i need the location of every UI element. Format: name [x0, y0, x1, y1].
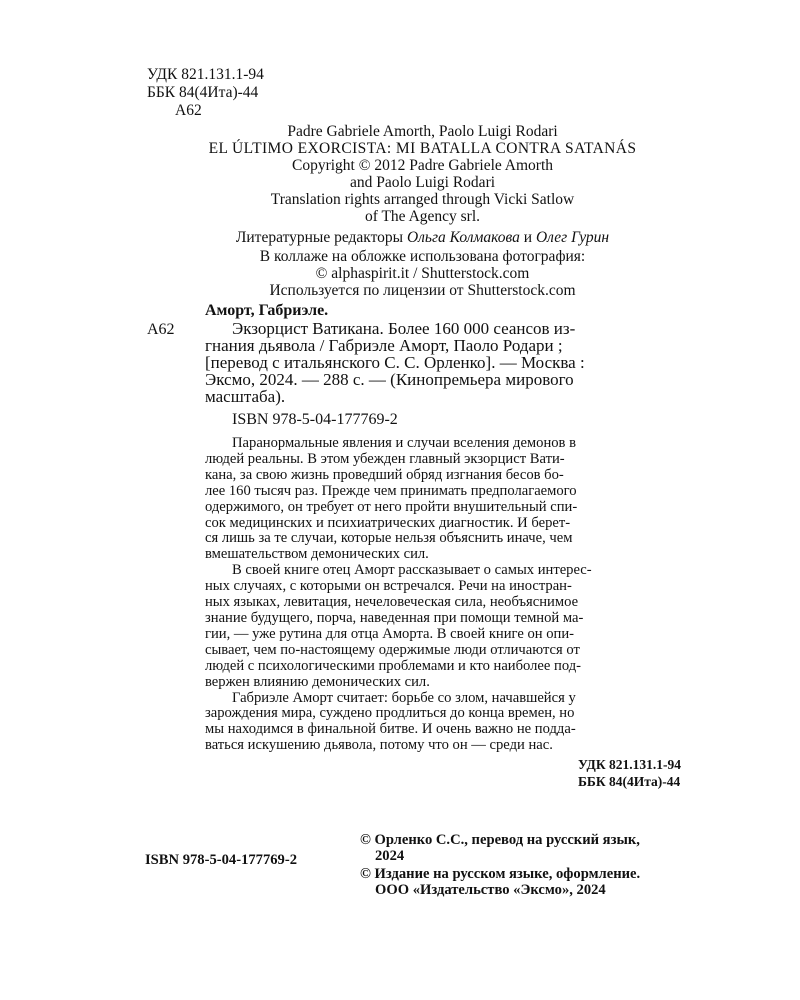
annotation-line: знание будущего, порча, наведенная при помощи темной ма- [205, 609, 584, 626]
copyright-edition-publisher: ООО «Издательство «Эксмо», 2024 [375, 882, 606, 898]
annotation-line: сок медицинских и психиатрических диагностик. И берет- [205, 514, 571, 531]
editor-1: Ольга Колмакова [406, 229, 520, 246]
copyright-translation-year: 2024 [375, 848, 405, 864]
bibliographic-line: Эксмо, 2024. — 288 с. — (Кинопремьера мирового [205, 370, 574, 389]
annotation-line: вержен влиянию демонических сил. [205, 673, 430, 690]
annotation-line: Габриэле Аморт считает: борьбе со злом, начавшейся у [232, 689, 576, 706]
bibliographic-mark: А62 [147, 321, 175, 338]
annotation-line: ся лишь за те случаи, которые нельзя объяснить иначе, чем [205, 530, 573, 547]
author-mark: А62 [175, 102, 202, 119]
photo-line-1: В коллаже на обложке использована фотография: [259, 248, 586, 265]
annotation-line: зарождения мира, суждено продлиться до конца времен, но [205, 705, 575, 722]
copyright-translation-line: © Орленко С.С., перевод на русский язык, [360, 832, 640, 848]
annotation-line: одержимого, он требует от него пройти внушительный спи- [205, 498, 578, 515]
annotation-line: ных случаях, с которыми он встречался. Речи на иностран- [205, 578, 572, 595]
bibliographic-line: гнания дьявола / Габриэле Аморт, Паоло Родари ; [205, 336, 563, 355]
editor-2: Олег Гурин [535, 229, 610, 246]
footer-isbn: ISBN 978-5-04-177769-2 [145, 852, 298, 868]
annotation-line: людей с психологическими проблемами и кто наиболее под- [205, 657, 582, 674]
annotation [205, 436, 707, 754]
annotation-line: людей реальны. В этом убежден главный экзорцист Вати- [205, 450, 565, 467]
photo-line-3: Используется по лицензии от Shutterstock.com [269, 282, 576, 299]
annotation-line: кана, за свою жизнь проведший обряд изгнания бесов бо- [205, 466, 564, 483]
annotation-line: лее 160 тысяч раз. Прежде чем принимать предполагаемого [205, 482, 577, 499]
annotation-line: В своей книге отец Аморт рассказывает о самых интерес- [232, 562, 592, 579]
original-title: EL ÚLTIMO EXORCISTA: MI BATALLA CONTRA SATANÁS [208, 140, 637, 157]
bibliographic-heading: Аморт, Габриэле. [205, 302, 329, 319]
editors-line [150, 229, 695, 246]
annotation-line: Паранормальные явления и случаи вселения демонов в [232, 435, 576, 451]
bibliographic-line: масштаба). [205, 387, 286, 406]
editors-prefix: Литературные редакторы [235, 229, 407, 246]
photo-line-2: © alphaspirit.it / Shutterstock.com [315, 265, 530, 282]
annotation-line: гии, — уже рутина для отца Аморта. В своей книге он опи- [205, 625, 575, 642]
udk-code: УДК 821.131.1-94 [147, 66, 264, 83]
annotation-line: вмешательством демонических сил. [205, 546, 429, 563]
copyright-translation [360, 832, 640, 864]
annotation-line: сывает, чем по-настоящему одержимые люди отличаются от [205, 641, 580, 658]
rights-line-1: Translation rights arranged through Vicki Satlow [270, 191, 575, 208]
copyright-line-1: Copyright © 2012 Padre Gabriele Amorth [291, 157, 554, 174]
bbk-code: ББК 84(4Ита)-44 [147, 84, 259, 101]
bibliographic-isbn: ISBN 978-5-04-177769-2 [232, 411, 398, 428]
editors-conj: и [519, 229, 536, 246]
annotation-line: мы находимся в финальной битве. И очень важно не подда- [205, 721, 576, 738]
bibliographic-line: [перевод с итальянского С. С. Орленко]. — Москва : [205, 353, 585, 372]
annotation-udk: УДК 821.131.1-94 [578, 757, 681, 772]
copyright-edition-line: © Издание на русском языке, оформление. [360, 866, 641, 882]
rights-line-2: of The Agency srl. [364, 208, 481, 225]
copyright-line-2: and Paolo Luigi Rodari [349, 174, 496, 191]
copyright-edition [360, 866, 640, 898]
annotation-line: ных языках, левитация, нечеловеческая сила, необъяснимое [205, 594, 579, 611]
original-authors: Padre Gabriele Amorth, Paolo Luigi Rodari [287, 123, 558, 140]
annotation-line: ваться искушению дьявола, потому что он — среди нас. [205, 737, 553, 754]
bibliographic-description [205, 319, 707, 406]
bibliographic-line: Экзорцист Ватикана. Более 160 000 сеансов из- [232, 319, 576, 338]
annotation-bbk: ББК 84(4Ита)-44 [578, 774, 681, 789]
